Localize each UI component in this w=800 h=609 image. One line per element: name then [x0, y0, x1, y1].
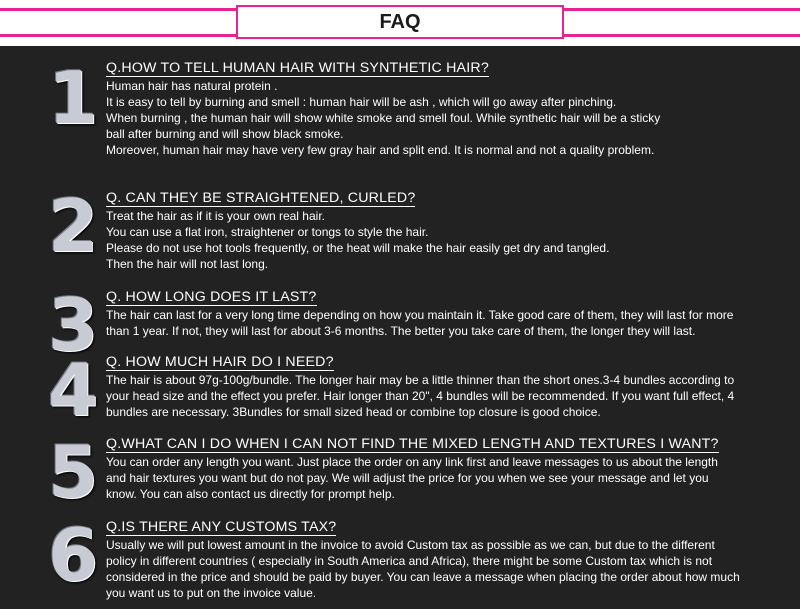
faq-question-6: Q.IS THERE ANY CUSTOMS TAX?: [106, 519, 337, 535]
faq-question-2: Q. CAN THEY BE STRAIGHTENED, CURLED?: [106, 190, 416, 206]
faq-question-4: Q. HOW MUCH HAIR DO I NEED?: [106, 354, 334, 370]
faq-answer-2: Treat the hair as if it is your own real hair. You can use a flat iron, straightener or tongs to style the hair. Please do not use hot tools frequently, or the heat will make the hair easily get dry and tangled. Then the hair will not last long.: [106, 209, 610, 271]
faq-number-2: 2: [48, 184, 99, 268]
faq-answer-6: Usually we will put lowest amount in the invoice to avoid Custom tax as possible as we can, but due to the different policy in different countries ( especially in South America and Africa), there might be some Custom tax which is not considered in the price and should be paid by buyer. You can leave a message when placing the order about how much you want us to put on the invoice value.: [106, 538, 740, 600]
faq-list: [0, 46, 800, 609]
faq-answer-5: You can order any length you want. Just place the order on any link first and leave messages to us about the length and hair textures you want but do not pay. We will adjust the price for you when we see your message and let you know. You can also contact us directly for prompt help.: [106, 455, 718, 501]
faq-question-5: Q.WHAT CAN I DO WHEN I CAN NOT FIND THE MIXED LENGTH AND TEXTURES I WANT?: [106, 436, 719, 452]
faq-answer-4: The hair is about 97g-100g/bundle. The longer hair may be a little thinner than the short ones.3-4 bundles according to your head size and the effect you prefer. Hair longer than 20", 4 bundles will be recommended. If you want full effect, 4 bundles are necessary. 3Bundles for small sized head or combine top closure is good choice.: [106, 373, 735, 419]
faq-number-4: 4: [48, 348, 99, 432]
faq-question-3: Q. HOW LONG DOES IT LAST?: [106, 289, 317, 305]
faq-number-1: 1: [48, 56, 99, 140]
faq-number-6: 6: [48, 513, 99, 597]
faq-answer-3: The hair can last for a very long time depending on how you maintain it. Take good care of them, they will last for more than 1 year. If not, they will last for about 3-6 months. The better you take care of them, the longer they will last.: [106, 308, 734, 338]
faq-number-5: 5: [48, 430, 99, 514]
faq-question-1: Q.HOW TO TELL HUMAN HAIR WITH SYNTHETIC HAIR?: [106, 60, 489, 76]
faq-answer-1: Human hair has natural protein . It is easy to tell by burning and smell : human hair will be ash , which will go away after pinching. When burning , the human hair will show white smoke and smell foul. While synthetic hair will be a sticky ball after burning and will show black smoke. Moreover, human hair may have very few gray hair and split end. It is normal and not a quality problem.: [106, 79, 661, 157]
faq-header: [0, 0, 800, 46]
faq-title: FAQ: [236, 5, 564, 39]
faq-number-3: 3: [48, 283, 99, 367]
